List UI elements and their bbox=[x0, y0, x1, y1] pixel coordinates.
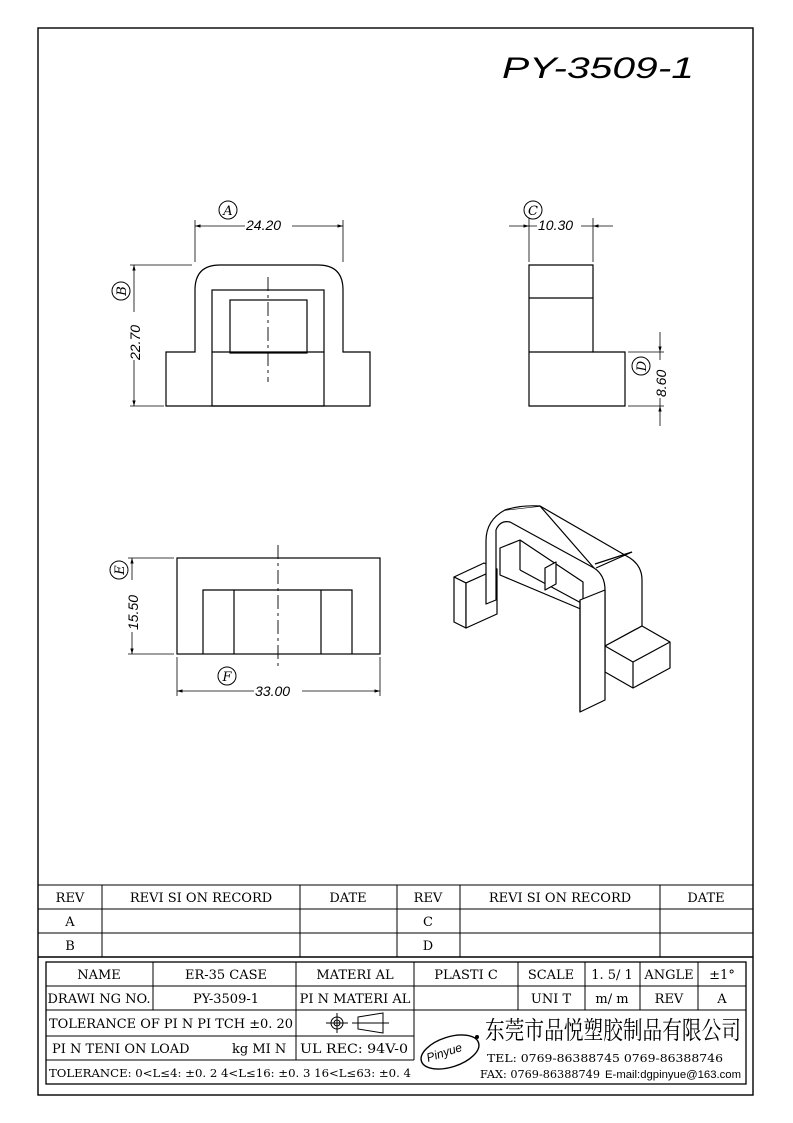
callout-e: E bbox=[113, 565, 128, 575]
callout-d: D bbox=[635, 360, 650, 372]
dim-width-a: 24.20 bbox=[246, 217, 282, 233]
dim-width-c: 10.30 bbox=[538, 217, 574, 233]
ul-rec: UL REC: 94V-0 bbox=[300, 1042, 408, 1057]
bottom-view bbox=[128, 545, 380, 696]
tolerance-note: TOLERANCE: 0<L≤4: ±0. 2 4<L≤16: ±0. 3 16<L≤63: ±0. 4 bbox=[49, 1067, 411, 1080]
rev-header-right: REV bbox=[413, 891, 443, 906]
rev-row-c: C bbox=[423, 915, 433, 930]
unit-label: UNI T bbox=[530, 992, 572, 1007]
company-tel: TEL: 0769-86388745 0769-86388746 bbox=[487, 1052, 723, 1065]
callout-b: B bbox=[115, 286, 130, 296]
scale-label: SCALE bbox=[527, 968, 575, 983]
rev-header-left: REV bbox=[55, 891, 85, 906]
scale-value: 1. 5/ 1 bbox=[591, 968, 633, 983]
material-label: MATERI AL bbox=[316, 968, 394, 983]
name-label: NAME bbox=[77, 968, 121, 983]
rev-label: REV bbox=[654, 992, 684, 1007]
pin-tension-label: PI N TENI ON LOAD bbox=[52, 1042, 190, 1057]
pin-tension-unit: kg MI N bbox=[232, 1042, 287, 1057]
outer-border bbox=[38, 28, 753, 1095]
dim-height-b: 22.70 bbox=[127, 324, 143, 360]
rev-row-d: D bbox=[422, 939, 434, 954]
date-header-right: DATE bbox=[687, 891, 725, 906]
tolerance-pin-pitch: TOLERANCE OF PI N PI TCH ±0. 20 bbox=[49, 1017, 293, 1032]
name-value: ER-35 CASE bbox=[184, 968, 268, 983]
dim-width-f: 33.00 bbox=[255, 683, 291, 699]
angle-label: ANGLE bbox=[644, 968, 694, 983]
angle-value: ±1° bbox=[709, 968, 735, 983]
record-header-left: REVI SI ON RECORD bbox=[129, 891, 273, 906]
company-fax: FAX: 0769-86388749 bbox=[480, 1068, 600, 1081]
rev-value: A bbox=[717, 992, 727, 1007]
record-header-right: REVI SI ON RECORD bbox=[488, 891, 632, 906]
isometric-view bbox=[454, 506, 670, 712]
callout-c: C bbox=[528, 204, 538, 219]
material-value: PLASTI C bbox=[434, 968, 498, 983]
front-view bbox=[130, 220, 370, 406]
dim-height-e: 15.50 bbox=[125, 594, 141, 630]
company-logo-text: Pinyue bbox=[424, 1040, 464, 1065]
company-email: E-mail:dgpinyue@163.com bbox=[605, 1069, 741, 1081]
date-header-left: DATE bbox=[329, 891, 367, 906]
dim-foot-d: 8.60 bbox=[653, 369, 669, 397]
rev-row-a: A bbox=[65, 915, 75, 930]
drawing-no-label: DRAWI NG NO. bbox=[47, 992, 151, 1007]
drawing-no-value: PY-3509-1 bbox=[192, 992, 260, 1007]
callout-a: A bbox=[223, 204, 233, 219]
side-view bbox=[509, 218, 664, 426]
projection-symbol bbox=[326, 1013, 389, 1033]
unit-value: m/ m bbox=[595, 992, 629, 1007]
company-name: 东莞市品悦塑胶制品有限公司 bbox=[485, 1016, 741, 1045]
pin-material-label: PI N MATERI AL bbox=[299, 992, 411, 1007]
part-number-title: PY-3509-1 bbox=[502, 52, 694, 85]
callout-f: F bbox=[222, 670, 232, 685]
rev-row-b: B bbox=[65, 939, 75, 954]
